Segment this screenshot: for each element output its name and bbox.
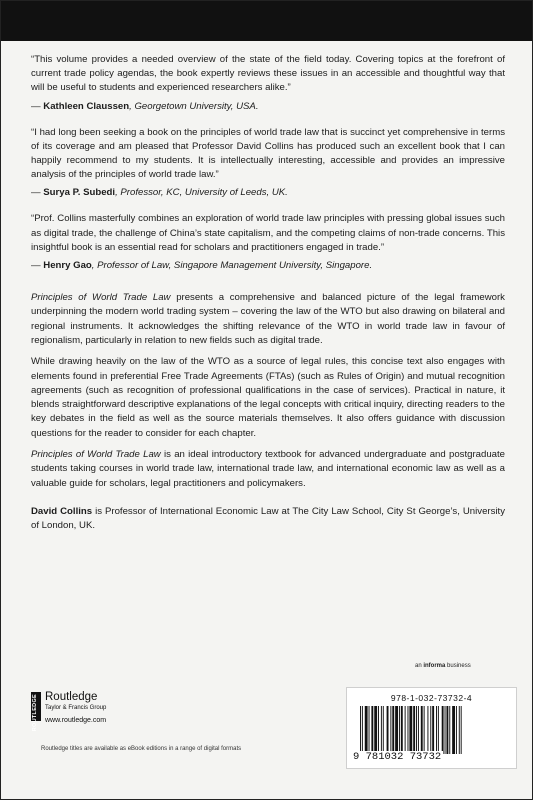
barcode-bar: [424, 706, 425, 754]
top-band: [1, 1, 533, 41]
barcode-bar: [408, 706, 409, 754]
publisher-name: Routledge: [45, 691, 98, 703]
barcode-bar: [387, 706, 389, 754]
barcode-bar: [446, 706, 448, 754]
barcode-bar: [430, 706, 431, 754]
isbn-barcode: [346, 687, 517, 769]
book-title: Principles of World Trade Law: [31, 292, 171, 304]
barcode-bar: [378, 706, 379, 754]
barcode-bar: [381, 706, 382, 754]
ebook-note: Routledge titles are available as eBook editions in a range of digital formats: [41, 746, 242, 752]
barcode-bar: [427, 706, 428, 754]
description-paragraph: Principles of World Trade Law presents a comprehensive and balanced picture of the legal framework underpinning the modern world trading system – covering the law of the WTO but also drawing on bilateral and regional instruments. It acknowledges the shifting relevance of the WTO in world trade law in favour of regionalism, particularly in relation to new fields such as digital trade.: [31, 292, 505, 346]
barcode-bar: [401, 706, 403, 754]
barcode-bar: [374, 706, 377, 754]
barcode-bar: [369, 706, 370, 754]
routledge-mark-icon: ROUTLEDGE: [31, 692, 41, 721]
publisher-logo: [29, 689, 179, 731]
barcode-bar: [421, 706, 423, 754]
barcode-bar: [442, 706, 444, 754]
cover-text: [31, 53, 505, 540]
endorsement-attribution: — Surya P. Subedi, Professor, KC, University of Leeds, UK.: [31, 187, 288, 199]
barcode-bar: [452, 706, 455, 754]
endorser-affiliation: , Professor, KC, University of Leeds, UK.: [115, 187, 288, 199]
endorser-name: Kathleen Claussen: [43, 100, 130, 112]
isbn-number: 978-1-032-73732-4: [390, 693, 473, 703]
description-paragraph: Principles of World Trade Law is an ideal introductory textbook for advanced undergraduate and postgraduate students taking courses in world trade law, international trade law, and international economic law as well as a valuable guide for scholars, legal practitioners and policymakers.: [31, 449, 505, 489]
endorser-affiliation: , Professor of Law, Singapore Management University, Singapore.: [91, 260, 373, 272]
book-title: Principles of World Trade Law: [31, 449, 161, 460]
ean-digits: 9 781032 73732: [353, 751, 442, 763]
barcode-bar: [416, 706, 417, 754]
barcode-bar: [365, 706, 368, 754]
barcode-bar: [445, 706, 446, 754]
barcode-bar: [438, 706, 439, 754]
endorser-affiliation: , Georgetown University, USA.: [129, 100, 259, 112]
barcode-bar: [399, 706, 400, 754]
author-name: David Collins: [31, 505, 93, 517]
barcode-bar: [390, 706, 391, 754]
barcode-bar: [436, 706, 437, 754]
endorsement-attribution: — Henry Gao, Professor of Law, Singapore Management University, Singapore.: [31, 260, 373, 272]
barcode-bar: [392, 706, 394, 754]
informa-business-tag: an informa business: [415, 663, 471, 669]
barcode-bar: [360, 706, 361, 754]
barcode-icon: [360, 706, 506, 754]
barcode-bar: [362, 706, 363, 754]
barcode-bar: [413, 706, 415, 754]
endorser-name: Surya P. Subedi: [43, 187, 116, 199]
barcode-bar: [449, 706, 450, 754]
publisher-group: Taylor & Francis Group: [45, 705, 107, 711]
barcode-bar: [409, 706, 412, 754]
barcode-bar: [371, 706, 373, 754]
barcode-bar: [432, 706, 434, 754]
endorser-name: Henry Gao: [43, 260, 92, 272]
endorsement-quote: “This volume provides a needed overview of the state of the field today. Covering topics at the forefront of current trade policy agendas, the book expertly reviews these issues in an accessible and thoughtful way that will be useful to students and experienced researchers alike.”: [31, 54, 505, 94]
barcode-bar: [405, 706, 406, 754]
barcode-bar: [459, 706, 460, 754]
barcode-bar: [395, 706, 398, 754]
barcode-bar: [461, 706, 462, 754]
endorsement-attribution: — Kathleen Claussen, Georgetown University, USA.: [31, 100, 259, 112]
author-bio: David Collins is Professor of International Economic Law at The City Law School, City St George’s, University of London, UK.: [31, 505, 505, 532]
barcode-bar: [383, 706, 384, 754]
endorsement-quote: “I had long been seeking a book on the principles of world trade law that is succinct yet comprehensive in terms of its coverage and am pleased that Professor David Collins has produced such an excellent book that I can happily recommend to my students. It is intellectually interesting, accessible and provides an impressive analysis of the principles of world trade law.”: [31, 126, 505, 181]
barcode-bar: [418, 706, 419, 754]
barcode-bar: [456, 706, 457, 754]
publisher-url: www.routledge.com: [45, 717, 107, 724]
description-paragraph: While drawing heavily on the law of the WTO as a source of legal rules, this concise text also engages with elements found in preferential Free Trade Agreements (FTAs) (such as Rules of Origin) and mutual recognition agreements (such as recognition of professional qualifications in the case of services). Practical in nature, it blends straightforward descriptive explanations of the legal concepts with critical inquiry, directing readers to the key debates in the field as well as the source materials themselves. It also offers guidance with discussion questions for the reader to consider for each chapter.: [31, 356, 505, 439]
endorsement-quote: “Prof. Collins masterfully combines an exploration of world trade law principles with pressing global issues such as digital trade, the challenge of China’s state capitalism, and the competing claims of non-trade concerns. This insightful book is an essential read for scholars and practitioners engaged in trade.”: [31, 213, 505, 253]
